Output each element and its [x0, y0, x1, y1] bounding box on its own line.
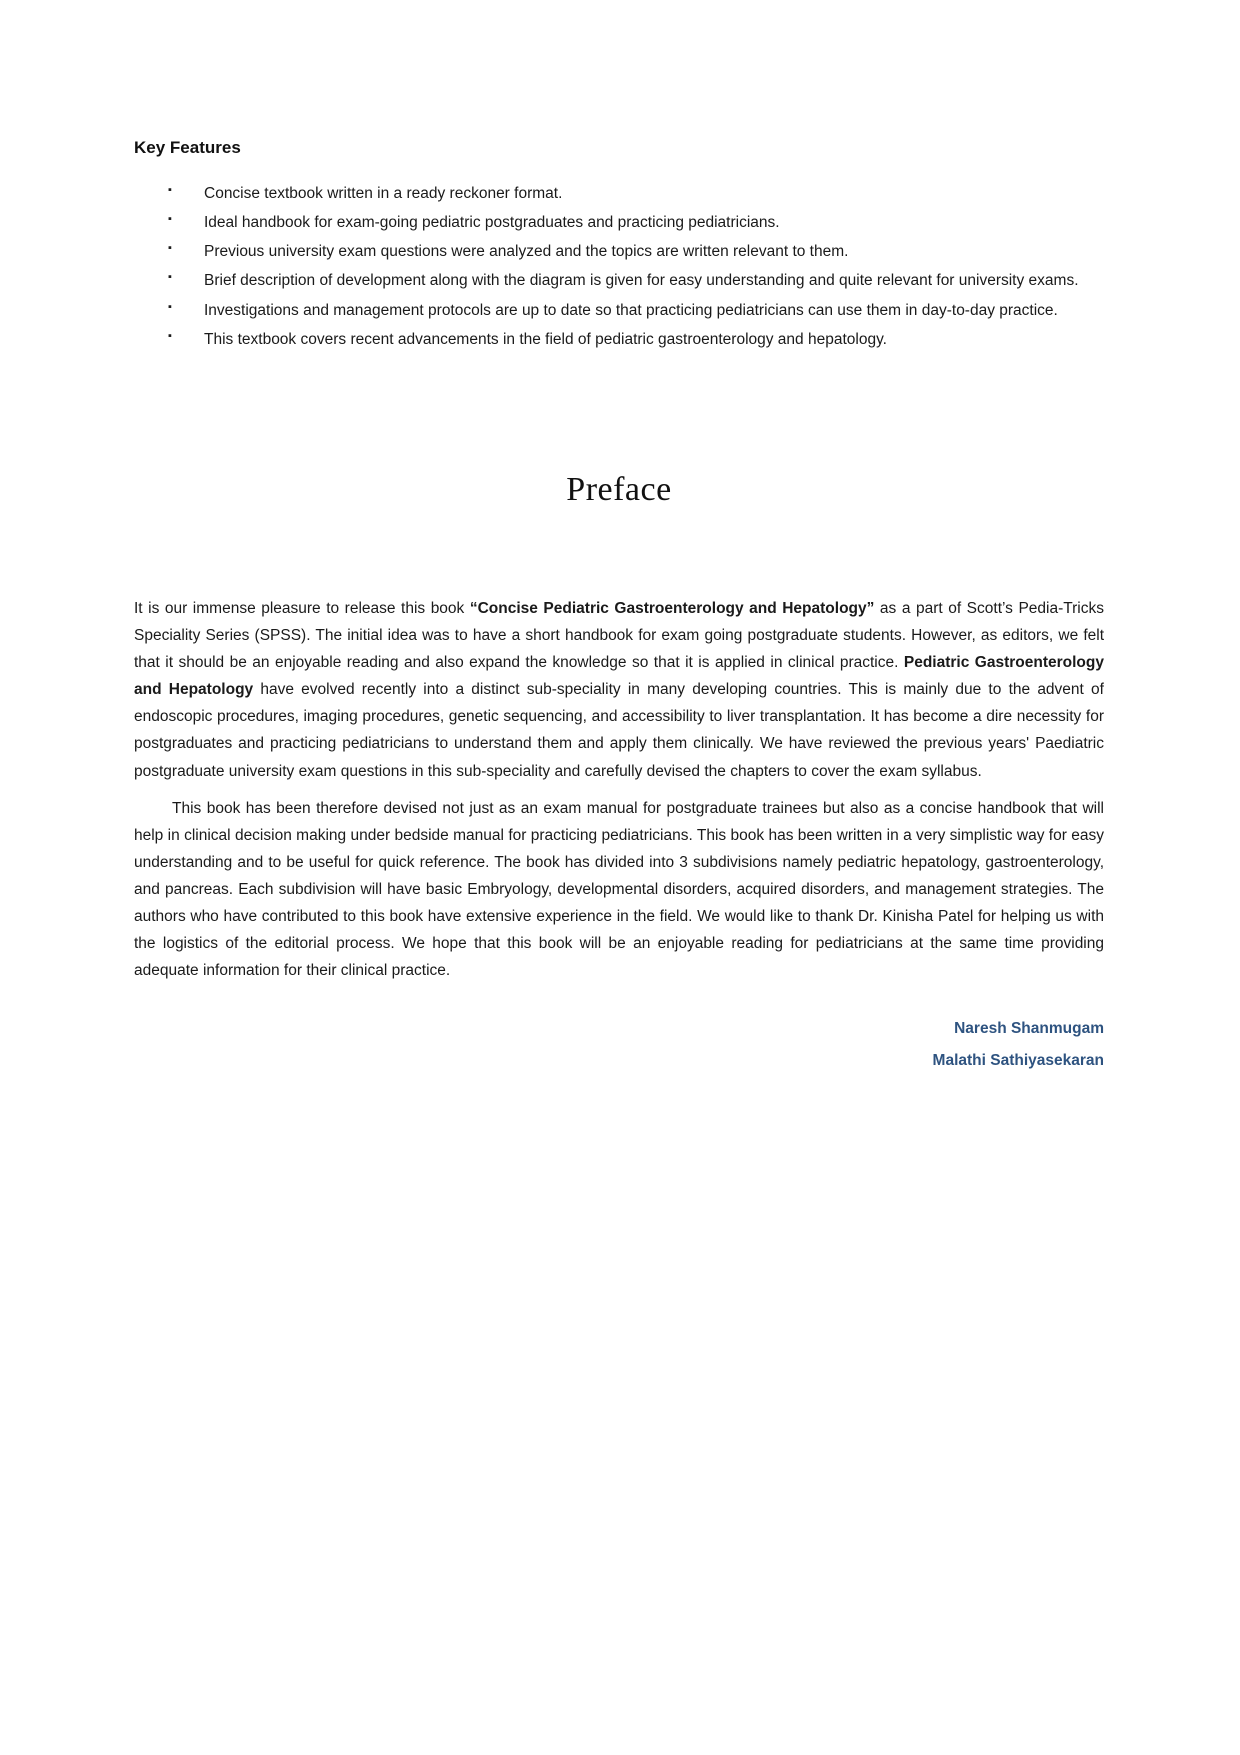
preface-title: Preface	[566, 470, 672, 508]
preface-paragraph-1: It is our immense pleasure to release this book “Concise Pediatric Gastroenterology and Hepatology” as a part of Scott’s Pedia-Tricks Speciality Series (SPSS). The initial idea was to have a short handbook for exam going postgraduate students. However, as editors, we felt that it should be an enjoyable reading and also expand the knowledge so that it is applied in clinical practice. Pediatric Gastroenterology and Hepatology have evolved recently into a distinct sub-speciality in many developing countries. This is mainly due to the advent of endoscopic procedures, imaging procedures, genetic sequencing, and accessibility to liver transplantation. It has become a dire necessity for postgraduates and practicing pediatricians to understand them and apply them clinically. We have reviewed the previous years' Paediatric postgraduate university exam questions in this sub-speciality and carefully devised the chapters to cover the exam syllabus.	[134, 599, 1104, 780]
square-bullet-icon: ▪	[168, 329, 172, 342]
author-name: Malathi Sathiyasekaran	[932, 1052, 1104, 1070]
key-features-list	[134, 180, 1104, 353]
square-bullet-icon: ▪	[168, 300, 172, 313]
square-bullet-icon: ▪	[168, 242, 172, 255]
list-item	[168, 238, 1104, 265]
list-item-text: This textbook covers recent advancements in the field of pediatric gastroenterology and hepatology.	[204, 330, 887, 348]
list-item	[168, 297, 1104, 324]
list-item-text: Ideal handbook for exam-going pediatric postgraduates and practicing pediatricians.	[204, 214, 780, 232]
list-item-text: Investigations and management protocols are up to date so that practicing pediatricians can use them in day-to-day practice.	[204, 301, 1058, 319]
preface-body	[134, 595, 1104, 985]
list-item	[168, 209, 1104, 236]
list-item-text: Previous university exam questions were analyzed and the topics are written relevant to them.	[204, 243, 849, 261]
key-features-heading: Key Features	[134, 138, 241, 157]
list-item-text: Brief description of development along with the diagram is given for easy understanding and quite relevant for university exams.	[204, 272, 1079, 290]
list-item	[168, 267, 1104, 294]
square-bullet-icon: ▪	[168, 213, 172, 226]
list-item	[168, 180, 1104, 207]
preface-paragraph-2: This book has been therefore devised not just as an exam manual for postgraduate trainees but also as a concise handbook that will help in clinical decision making under bedside manual for practicing pediatricians. This book has been written in a very simplistic way for easy understanding and to be useful for quick reference. The book has divided into 3 subdivisions namely pediatric hepatology, gastroenterology, and pancreas. Each subdivision will have basic Embryology, developmental disorders, acquired disorders, and management strategies. The authors who have contributed to this book have extensive experience in the field. We would like to thank Dr. Kinisha Patel for helping us with the logistics of the editorial process. We hope that this book will be an enjoyable reading for pediatricians at the same time providing adequate information for their clinical practice.	[134, 799, 1104, 980]
author-signatures	[134, 1013, 1104, 1078]
square-bullet-icon: ▪	[168, 271, 172, 284]
square-bullet-icon: ▪	[168, 184, 172, 196]
author-name: Naresh Shanmugam	[954, 1019, 1104, 1037]
list-item-text: Concise textbook written in a ready reckoner format.	[204, 185, 563, 202]
list-item	[168, 326, 1104, 353]
